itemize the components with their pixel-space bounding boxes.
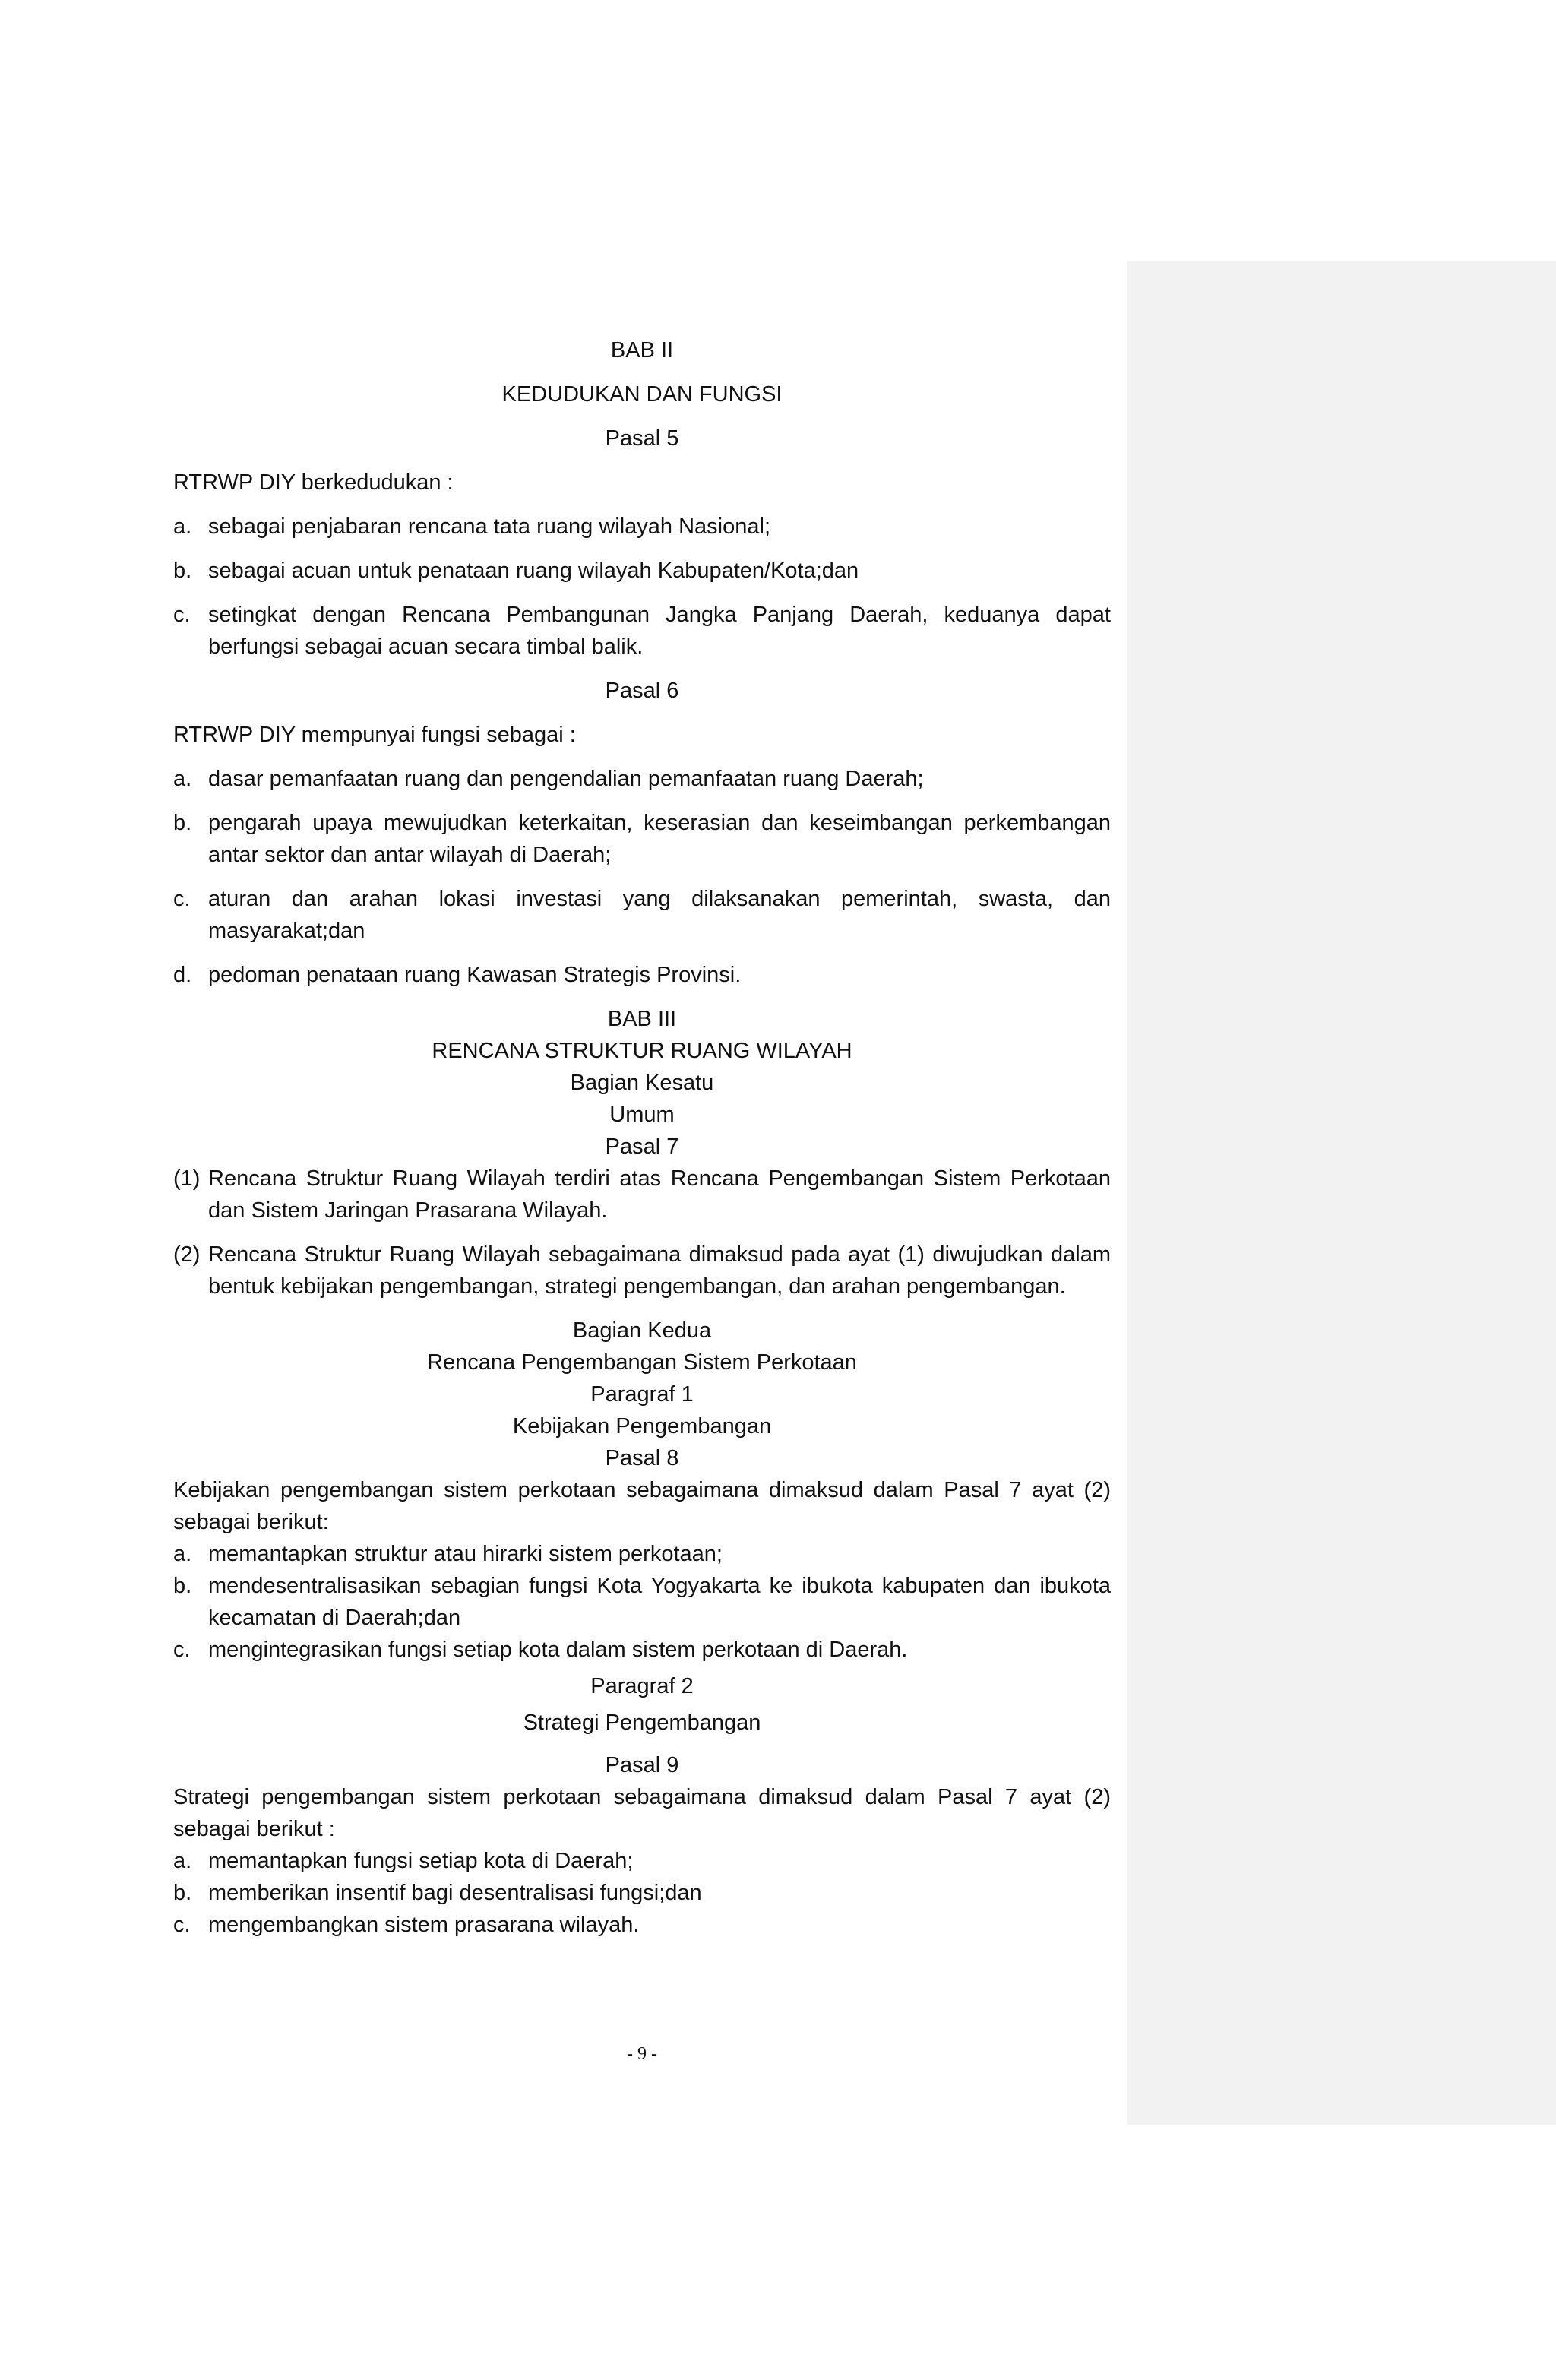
list-text: Rencana Struktur Ruang Wilayah sebagaimana dimaksud pada ayat (1) diwujudkan dalam bentuk kebijakan pengembangan, strategi pengembangan, dan arahan pengembangan. — [208, 1242, 1111, 1299]
list-text: mendesentralisasikan sebagian fungsi Kota Yogyakarta ke ibukota kabupaten dan ibukota kecamatan di Daerah;dan — [208, 1574, 1111, 1630]
section-title: Umum — [609, 1103, 675, 1127]
list-item — [173, 1570, 1111, 1634]
paragraph-heading: Paragraf 2 — [590, 1674, 694, 1698]
list-text: memantapkan struktur atau hirarki sistem perkotaan; — [208, 1542, 723, 1566]
list-text: sebagai acuan untuk penataan ruang wilayah Kabupaten/Kota;dan — [208, 559, 859, 583]
chapter-title: KEDUDUKAN DAN FUNGSI — [501, 382, 783, 407]
page-number: - 9 - — [627, 2044, 657, 2064]
list-label: d. — [173, 963, 192, 987]
section-heading: Bagian Kesatu — [570, 1071, 714, 1095]
list-label: b. — [173, 1574, 192, 1598]
list-text: aturan dan arahan lokasi investasi yang dilaksanakan pemerintah, swasta, dan masyarakat;dan — [208, 887, 1111, 943]
list-item — [173, 1163, 1111, 1226]
list-label: b. — [173, 559, 192, 583]
list-text: Rencana Struktur Ruang Wilayah terdiri atas Rencana Pengembangan Sistem Perkotaan dan Sistem Jaringan Prasarana Wilayah. — [208, 1166, 1111, 1223]
list-item — [173, 959, 1111, 991]
article-heading: Pasal 6 — [605, 679, 679, 703]
list-text: dasar pemanfaatan ruang dan pengendalian pemanfaatan ruang Daerah; — [208, 767, 924, 791]
article-intro: RTRWP DIY berkedudukan : — [173, 470, 454, 495]
list-text: memantapkan fungsi setiap kota di Daerah; — [208, 1849, 634, 1873]
list-label: a. — [173, 1542, 192, 1566]
list-item — [173, 807, 1111, 871]
paragraph-heading: Paragraf 1 — [590, 1382, 694, 1407]
list-item — [173, 1845, 1111, 1877]
chapter-heading: BAB III — [607, 1007, 677, 1031]
list-item — [173, 1239, 1111, 1302]
list-item — [173, 599, 1111, 663]
document-page — [173, 334, 1111, 1941]
paragraph-title: Strategi Pengembangan — [523, 1711, 761, 1735]
article-heading: Pasal 9 — [605, 1753, 679, 1777]
list-label: a. — [173, 767, 192, 791]
list-item — [173, 1538, 1111, 1570]
list-text: mengintegrasikan fungsi setiap kota dalam sistem perkotaan di Daerah. — [208, 1638, 908, 1662]
list-label: c. — [173, 887, 191, 911]
article-heading: Pasal 8 — [605, 1446, 679, 1470]
article-heading: Pasal 7 — [605, 1135, 679, 1159]
list-item — [173, 883, 1111, 947]
article-intro: RTRWP DIY mempunyai fungsi sebagai : — [173, 723, 576, 747]
list-text: pengarah upaya mewujudkan keterkaitan, keserasian dan keseimbangan perkembangan antar sektor dan antar wilayah di Daerah; — [208, 811, 1111, 867]
list-text: pedoman penataan ruang Kawasan Strategis Provinsi. — [208, 963, 742, 987]
section-title: Rencana Pengembangan Sistem Perkotaan — [427, 1350, 857, 1375]
list-item — [173, 511, 1111, 543]
list-label: c. — [173, 1913, 191, 1937]
list-text: mengembangkan sistem prasarana wilayah. — [208, 1913, 640, 1937]
article-intro: Strategi pengembangan sistem perkotaan sebagaimana dimaksud dalam Pasal 7 ayat (2) sebagai berikut : — [173, 1785, 1111, 1841]
list-item — [173, 1634, 1111, 1666]
list-text: memberikan insentif bagi desentralisasi fungsi;dan — [208, 1881, 702, 1905]
article-heading: Pasal 5 — [605, 426, 679, 451]
list-item — [173, 555, 1111, 587]
article-intro: Kebijakan pengembangan sistem perkotaan sebagaimana dimaksud dalam Pasal 7 ayat (2) sebagai berikut: — [173, 1478, 1111, 1534]
list-label: b. — [173, 811, 192, 835]
list-text: sebagai penjabaran rencana tata ruang wilayah Nasional; — [208, 514, 771, 539]
comment-markup-pane — [1127, 261, 1556, 2125]
list-label: (2) — [173, 1242, 201, 1267]
list-item — [173, 1877, 1111, 1909]
paragraph-title: Kebijakan Pengembangan — [512, 1414, 772, 1438]
list-label: b. — [173, 1881, 192, 1905]
list-label: c. — [173, 1638, 191, 1662]
section-heading: Bagian Kedua — [572, 1318, 712, 1343]
list-item — [173, 763, 1111, 795]
list-label: (1) — [173, 1166, 201, 1191]
list-label: c. — [173, 603, 191, 627]
list-text: setingkat dengan Rencana Pembangunan Jangka Panjang Daerah, keduanya dapat berfungsi sebagai acuan secara timbal balik. — [208, 603, 1111, 659]
list-label: a. — [173, 1849, 192, 1873]
chapter-title: RENCANA STRUKTUR RUANG WILAYAH — [432, 1039, 852, 1063]
list-label: a. — [173, 514, 192, 539]
list-item — [173, 1909, 1111, 1941]
chapter-heading: BAB II — [610, 338, 674, 362]
